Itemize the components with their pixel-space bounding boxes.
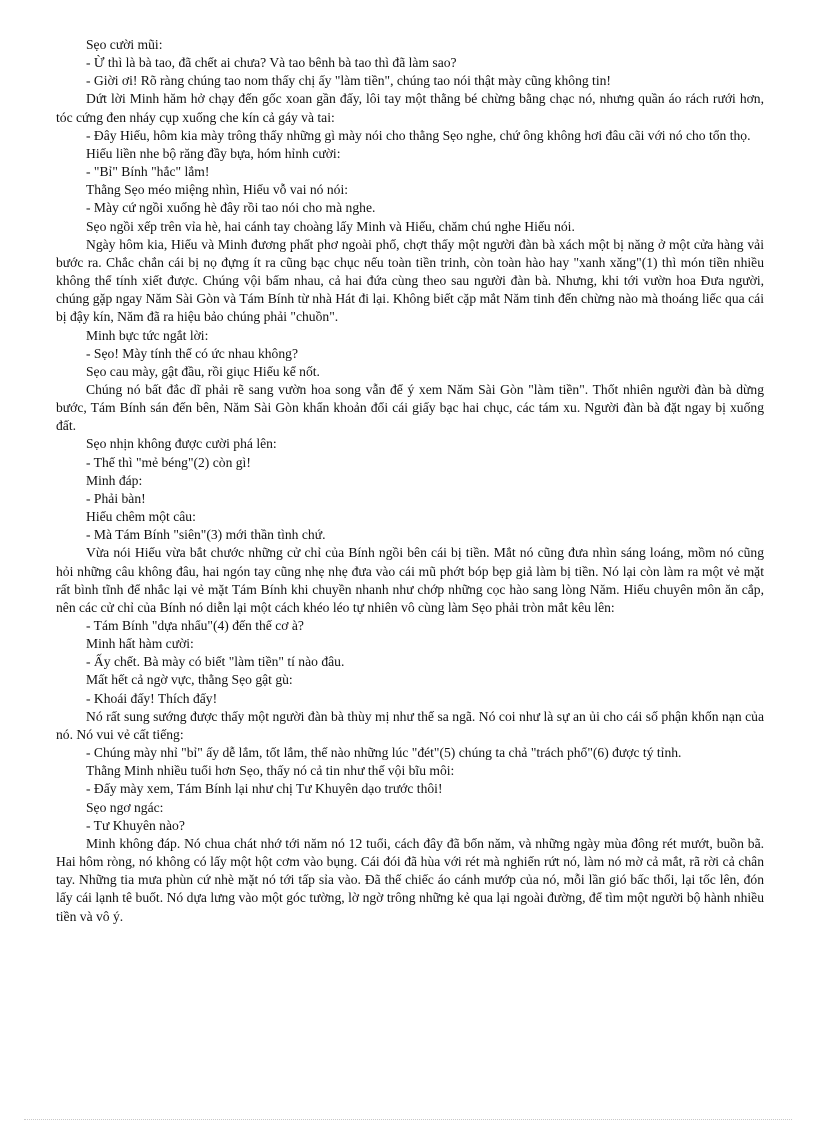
paragraph: - "Bỉ" Bính "hắc" lắm! [86,164,210,180]
paragraph: Ngày hôm kia, Hiếu và Minh đương phất phơ ngoài phố, chợt thấy một người đàn bà xách một bị năng ở một cửa hàng vải bước ra. Chắc chắn cái bị nọ đựng ít ra cũng bạc chục nếu toàn tiền trinh, còn toàn hào hay "xanh xăng"(1) thì món tiền nhiều không thể tính xiết được. Chúng vội bấm nhau, cả hai đứa cùng theo sau người đàn bà. Nhưng, khi tới vườn hoa Đưa người, chúng gặp ngay Năm Sài Gòn và Tám Bính từ nhà Hát đi lại. Không biết cặp mắt Năm tinh đến chừng nào mà thoáng liếc qua cái bị đậy kín, Năm đã ra hiệu bảo chúng phải "chuồn". [56,236,764,325]
paragraph: - Thế thì "mẻ béng"(2) còn gì! [86,454,251,470]
paragraph: Sẹo ngơ ngác: [86,799,164,815]
paragraph: - Chúng mày nhỉ "bỉ" ấy dễ lắm, tốt lắm, thế nào những lúc "đét"(5) chúng ta chả "trách phổ"(6) được tý tỉnh. [86,745,682,761]
paragraph: - Khoái đấy! Thích đấy! [86,690,218,706]
paragraph: Vừa nói Hiếu vừa bắt chước những cử chỉ của Bính ngồi bên cái bị tiền. Mắt nó cũng đưa nhìn sáng loáng, mồm nó cũng hỏi những câu không đâu, hai ngón tay cũng nhẹ nhẹ đưa vào cái mũ phớt bóp bẹp giả làm bị tiền. Nó lại còn làm ra một vẻ mặt rất bình tĩnh để nhắc lại vẻ mặt Tám Bính khi chuyền nhanh như chớp những cọc hào sang lòng Năm. Hiếu chuyên môn ăn cắp, nên các cử chỉ của Bính nó diễn lại một cách khéo léo tự nhiên vô cùng làm Sẹo phải tròn mắt kêu lên: [56,545,764,615]
paragraph: Thằng Sẹo méo miệng nhìn, Hiếu vỗ vai nó nói: [86,182,349,198]
paragraph: - Tám Bính "dựa nhẩu"(4) đến thế cơ à? [86,618,304,633]
paragraph: Thằng Minh nhiều tuổi hơn Sẹo, thấy nó cả tin như thế vội bĩu môi: [86,763,455,779]
page-bottom-divider [24,1119,792,1120]
paragraph: Hiếu liền nhe bộ răng đầy bựa, hóm hỉnh cười: [86,145,341,161]
paragraph: Minh không đáp. Nó chua chát nhớ tới năm nó 12 tuổi, cách đây đã bốn năm, và những ngày mùa đông rét mướt, buồn bã. Hai hôm ròng, nó không có lấy một hột cơm vào bụng. Cái đói đã hùa với rét mà nghiến rứt nó, làm nó mờ cả mắt, rã rời cả chân tay. Những tia mưa phùn cứ nhè mặt nó tới tấp sỉa vào. Đã thế chiếc áo cánh mướp của nó, mỗi lần gió bấc thổi, lại tốc lên, đón lấy cái lạnh tê buốt. Nó dựa lưng vào một góc tường, lờ ngờ trông những kẻ qua lại ngoài đường, để tìm một người bộ hành nhiều tiền và vô ý. [56,835,764,924]
paragraph: - Đây Hiếu, hôm kia mày trông thấy những gì mày nói cho thằng Sẹo nghe, chứ ông không hơi đâu cãi với nó cho tổn thọ. [86,127,751,143]
paragraph: - Đấy mày xem, Tám Bính lại như chị Tư Khuyên dạo trước thôi! [86,781,443,797]
paragraph: - Tư Khuyên nào? [86,817,185,833]
paragraph: - Sẹo! Mày tính thế có ức nhau không? [86,345,298,361]
paragraph: Mất hết cả ngờ vực, thằng Sẹo gật gù: [86,672,293,688]
paragraph: Nó rất sung sướng được thấy một người đàn bà thùy mị như thế sa ngã. Nó coi như là sự an ủi cho cái số phận khốn nạn của nó. Nó vui vẻ cất tiếng: [56,708,764,742]
paragraph: - Ừ thì là bà tao, đã chết ai chưa? Và tao bênh bà tao thì đã làm sao? [86,55,457,71]
paragraph: Sẹo nhịn không được cười phá lên: [86,436,277,452]
paragraph: Dứt lời Minh hăm hở chạy đến gốc xoan gần đấy, lôi tay một thằng bé chừng bằng chạc nó, nhưng quần áo rách rưới hơn, tóc cứng đen nháy cụp xuống che kín cả gáy và tai: [56,91,764,125]
document-page [56,36,764,926]
paragraph: Minh hất hàm cười: [86,636,194,652]
paragraph: - Mày cứ ngồi xuống hè đây rồi tao nói cho mà nghe. [86,200,376,216]
paragraph: - Phải bàn! [86,490,146,506]
paragraph: Chúng nó bất đắc dĩ phải rẽ sang vườn hoa song vẫn để ý xem Năm Sài Gòn "làm tiền". Thốt nhiên người đàn bà dừng bước, Tám Bính sán đến bên, Năm Sài Gòn khẩn khoản đổi cái giấy bạc hai chục, các tám xu. Người đàn bà đặt ngay bị xuống đất. [56,381,764,434]
paragraph: - Ấy chết. Bà mày có biết "làm tiền" tí nào đâu. [86,654,345,670]
paragraph: Sẹo cau mày, gật đầu, rồi giục Hiếu kể nốt. [86,363,320,379]
paragraph: - Giời ơi! Rõ ràng chúng tao nom thấy chị ấy "làm tiền", chúng tao nói thật mày cũng không tin! [86,73,611,89]
paragraph: - Mà Tám Bính "siên"(3) mới thần tình chứ. [86,527,326,543]
paragraph: Sẹo cười mũi: [86,37,163,52]
paragraph: Minh bực tức ngắt lời: [86,327,209,343]
paragraph: Minh đáp: [86,472,143,488]
paragraph: Sẹo ngồi xếp trên vỉa hè, hai cánh tay choàng lấy Minh và Hiếu, chăm chú nghe Hiếu nói. [86,218,575,234]
paragraph: Hiếu chêm một câu: [86,509,196,525]
